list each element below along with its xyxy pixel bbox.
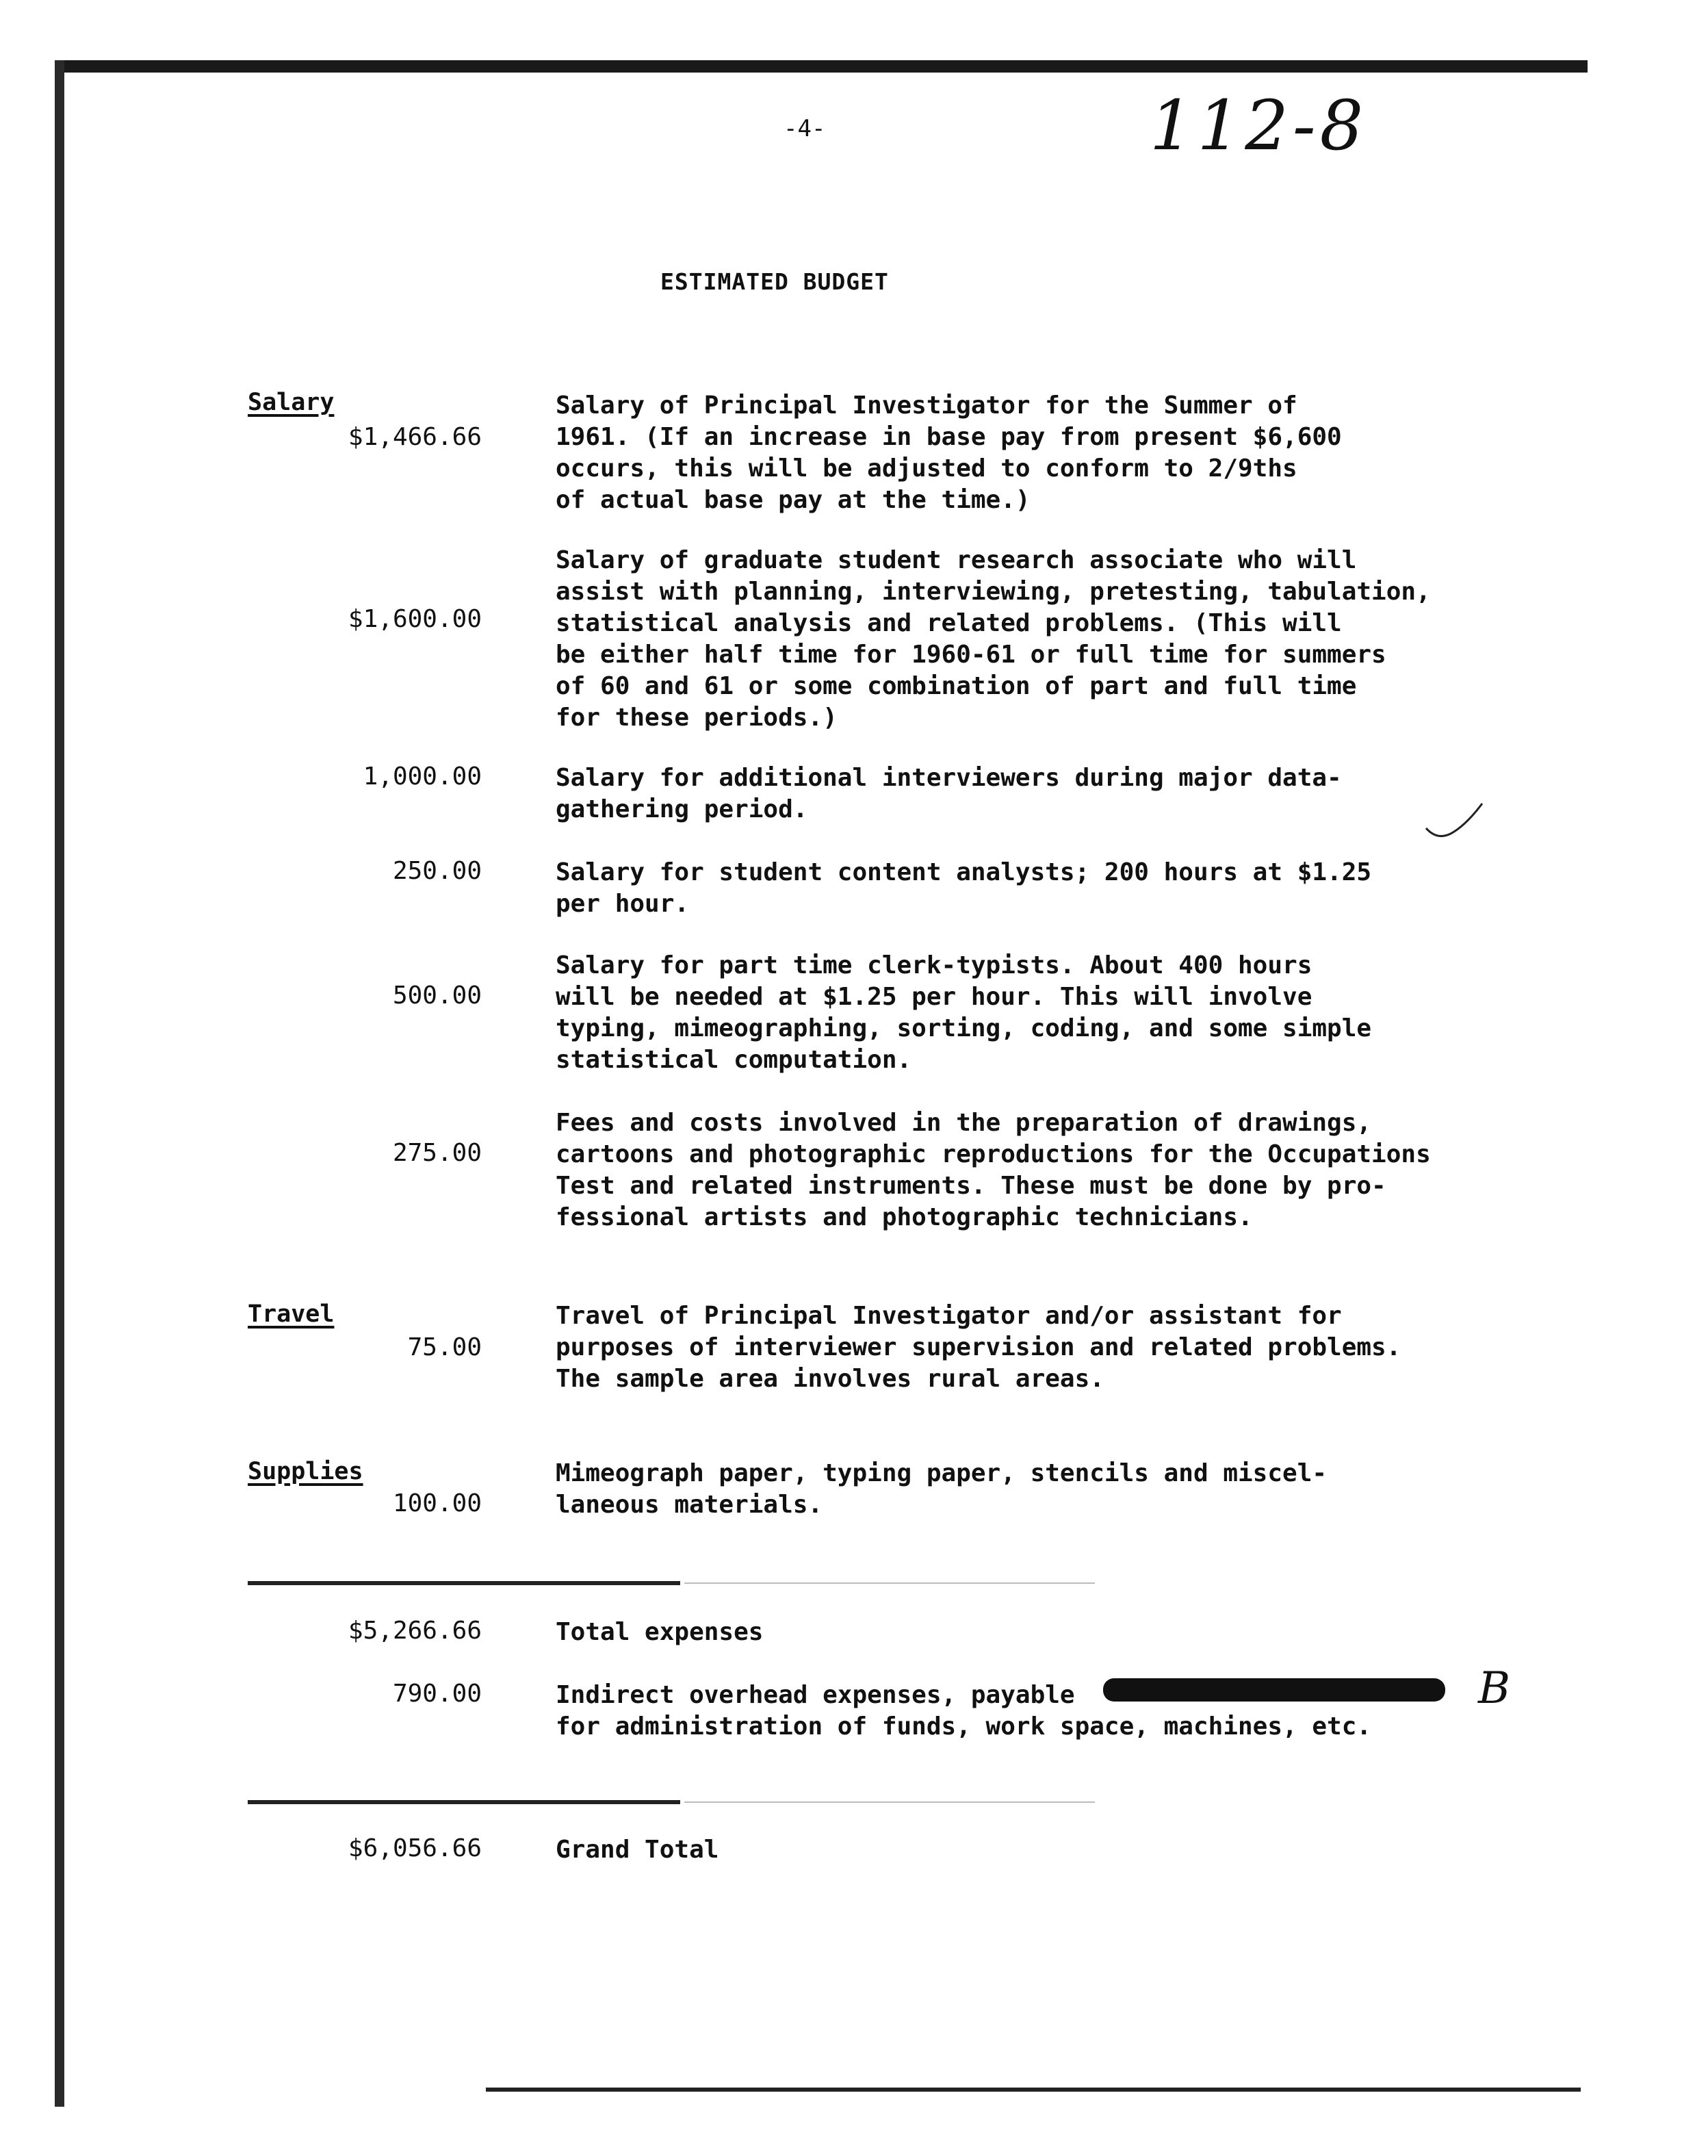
desc-grad-student: Salary of graduate student research associate who will assist with planning, interviewing, pretesting, tabulation, statistical analysis and related problems. (This will be either half time for 1960-61 or full time for summers of 60 and 61 or some combination of part and full time for these periods.) [556,546,1431,732]
grand-total-rule-light [684,1801,1095,1803]
desc-travel: Travel of Principal Investigator and/or assistant for purposes of interviewer supervision and related problems. The sample area involves rural areas. [556,1302,1401,1393]
handwritten-initial: B [1478,1663,1511,1714]
document-title: ESTIMATED BUDGET [660,268,889,295]
grand-total-rule [248,1800,680,1804]
amount-interviewers: 1,000.00 [363,762,482,791]
amount-content-analysts: 250.00 [392,857,482,885]
amount-overhead: 790.00 [392,1680,482,1708]
page-bottom-rule [486,2088,1581,2092]
desc-clerk-typists: Salary for part time clerk-typists. About 400 hours will be needed at $1.25 per hour. This will involve typing, mimeographing, sorting, coding, and some simple statistical computation. [556,951,1372,1074]
category-supplies: Supplies [248,1458,363,1485]
desc-overhead: Indirect overhead expenses, payable for administration of funds, work space, machines, etc. [556,1681,1372,1741]
amount-supplies: 100.00 [392,1489,482,1517]
amount-total-expenses: $5,266.66 [348,1617,482,1645]
amount-grad-student: $1,600.00 [348,605,482,633]
desc-artwork-fees: Fees and costs involved in the preparation of drawings, cartoons and photographic reproductions for the Occupations Test and related instruments. These must be done by pro- fessional artists and photographic technicians. [556,1109,1431,1231]
amount-artwork-fees: 275.00 [392,1139,482,1167]
handwritten-page-code: 112-8 [1150,86,1368,166]
page-top-border [55,60,1588,73]
desc-pi-salary: Salary of Principal Investigator for the Summer of 1961. (If an increase in base pay from present $6,600 occurs, this will be adjusted to conform to 2/9ths of actual base pay at the time.) [556,392,1342,514]
subtotal-rule [248,1581,680,1585]
page-left-border [55,60,64,2107]
amount-grand-total: $6,056.66 [348,1834,482,1862]
amount-travel: 75.00 [407,1333,482,1361]
amount-pi-salary: $1,466.66 [348,423,482,451]
page-number: -4- [784,115,826,142]
desc-supplies: Mimeograph paper, typing paper, stencils and miscel- laneous materials. [556,1459,1328,1519]
amount-clerk-typists: 500.00 [392,981,482,1010]
redacted-text [1103,1678,1445,1702]
category-travel: Travel [248,1300,335,1328]
label-grand-total: Grand Total [556,1836,719,1864]
desc-content-analysts: Salary for student content analysts; 200 hours at $1.25 per hour. [556,858,1372,918]
desc-interviewers: Salary for additional interviewers during major data- gathering period. [556,764,1342,823]
category-salary: Salary [248,389,335,416]
subtotal-rule-light [684,1582,1095,1584]
checkmark-icon [1423,801,1485,842]
label-total-expenses: Total expenses [556,1618,764,1646]
